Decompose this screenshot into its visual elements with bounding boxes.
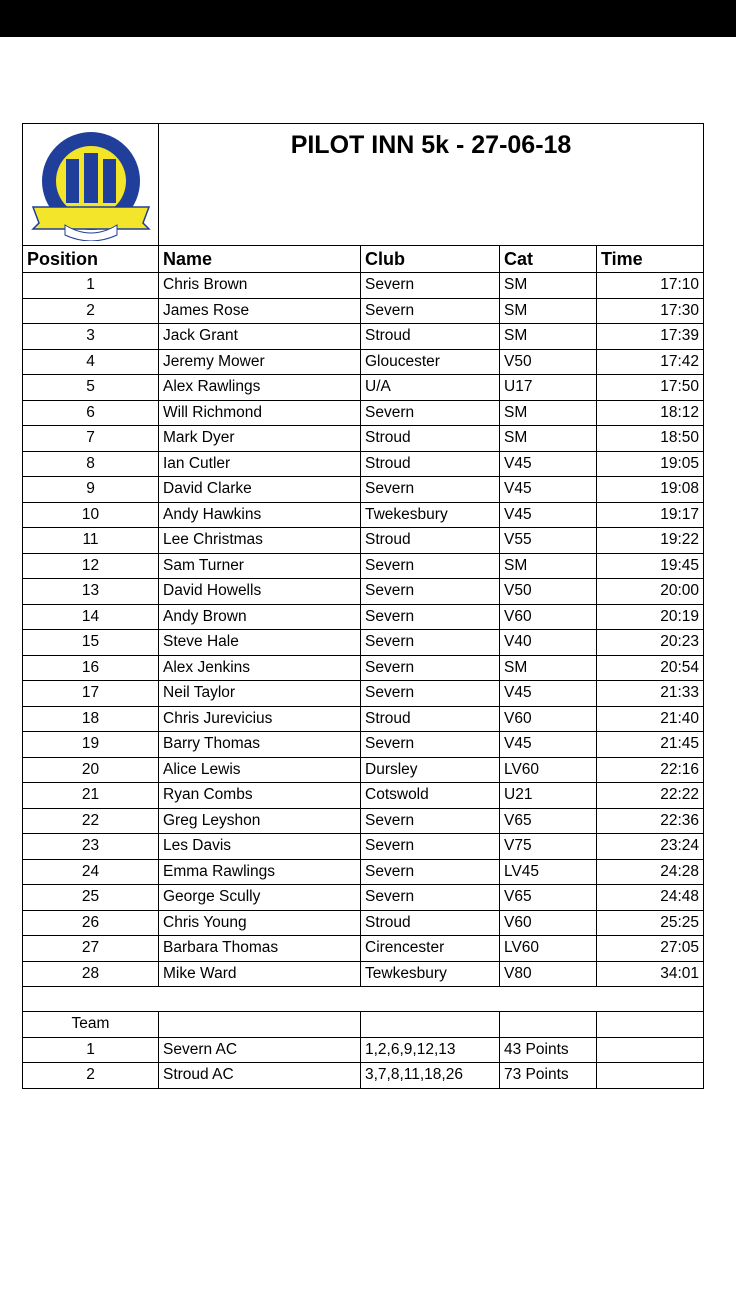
empty-cell	[597, 1012, 704, 1038]
position-cell: 16	[23, 655, 159, 681]
table-row	[23, 783, 704, 809]
name-cell: Les Davis	[159, 834, 361, 860]
position-cell: 23	[23, 834, 159, 860]
club-cell: Severn	[361, 604, 500, 630]
cat-cell: V60	[500, 706, 597, 732]
time-cell: 19:45	[597, 553, 704, 579]
name-cell: Neil Taylor	[159, 681, 361, 707]
club-cell: Severn	[361, 681, 500, 707]
empty-cell	[361, 1012, 500, 1038]
header-cat: Cat	[500, 246, 597, 273]
name-cell: Chris Jurevicius	[159, 706, 361, 732]
club-cell: Severn	[361, 834, 500, 860]
team-row	[23, 1063, 704, 1089]
name-cell: Will Richmond	[159, 400, 361, 426]
name-cell: Jack Grant	[159, 324, 361, 350]
time-cell: 21:45	[597, 732, 704, 758]
results-table	[22, 123, 704, 1089]
empty-cell	[159, 1012, 361, 1038]
club-cell: Dursley	[361, 757, 500, 783]
club-cell: Stroud	[361, 528, 500, 554]
club-cell: Severn	[361, 732, 500, 758]
table-row	[23, 349, 704, 375]
position-cell: 20	[23, 757, 159, 783]
club-cell: Stroud	[361, 426, 500, 452]
position-cell: 6	[23, 400, 159, 426]
name-cell: Alice Lewis	[159, 757, 361, 783]
time-cell: 27:05	[597, 936, 704, 962]
time-cell: 17:42	[597, 349, 704, 375]
table-row	[23, 936, 704, 962]
table-row	[23, 655, 704, 681]
table-row	[23, 477, 704, 503]
team-positions-cell: 1,2,6,9,12,13	[361, 1037, 500, 1063]
position-cell: 17	[23, 681, 159, 707]
club-cell: Severn	[361, 579, 500, 605]
club-cell: Severn	[361, 477, 500, 503]
time-cell: 23:24	[597, 834, 704, 860]
cat-cell: SM	[500, 324, 597, 350]
club-cell: Gloucester	[361, 349, 500, 375]
club-cell: Severn	[361, 859, 500, 885]
name-cell: David Clarke	[159, 477, 361, 503]
name-cell: David Howells	[159, 579, 361, 605]
table-row	[23, 528, 704, 554]
table-row	[23, 910, 704, 936]
club-cell: Cotswold	[361, 783, 500, 809]
time-cell: 17:10	[597, 273, 704, 299]
table-row	[23, 375, 704, 401]
table-row	[23, 834, 704, 860]
club-cell: U/A	[361, 375, 500, 401]
club-cell: Stroud	[361, 324, 500, 350]
table-row	[23, 732, 704, 758]
cat-cell: U21	[500, 783, 597, 809]
position-cell: 11	[23, 528, 159, 554]
time-cell: 22:16	[597, 757, 704, 783]
cat-cell: V45	[500, 681, 597, 707]
name-cell: Andy Hawkins	[159, 502, 361, 528]
cat-cell: V45	[500, 477, 597, 503]
time-cell: 19:17	[597, 502, 704, 528]
name-cell: Chris Brown	[159, 273, 361, 299]
name-cell: Andy Brown	[159, 604, 361, 630]
team-positions-cell: 3,7,8,11,18,26	[361, 1063, 500, 1089]
team-header: Team	[23, 1012, 159, 1038]
spacer-row	[23, 987, 704, 1012]
cat-cell: V40	[500, 630, 597, 656]
header-position: Position	[23, 246, 159, 273]
position-cell: 10	[23, 502, 159, 528]
cat-cell: LV45	[500, 859, 597, 885]
time-cell: 17:39	[597, 324, 704, 350]
cat-cell: SM	[500, 273, 597, 299]
table-row	[23, 604, 704, 630]
cat-cell: V60	[500, 604, 597, 630]
name-cell: Alex Jenkins	[159, 655, 361, 681]
club-logo	[23, 129, 158, 241]
cat-cell: V55	[500, 528, 597, 554]
club-cell: Severn	[361, 885, 500, 911]
club-cell: Stroud	[361, 451, 500, 477]
position-cell: 4	[23, 349, 159, 375]
position-cell: 9	[23, 477, 159, 503]
club-cell: Severn	[361, 298, 500, 324]
position-cell: 18	[23, 706, 159, 732]
cat-cell: LV60	[500, 757, 597, 783]
position-cell: 24	[23, 859, 159, 885]
name-cell: Chris Young	[159, 910, 361, 936]
cat-cell: V45	[500, 502, 597, 528]
time-cell: 24:48	[597, 885, 704, 911]
name-cell: Mark Dyer	[159, 426, 361, 452]
time-cell: 20:54	[597, 655, 704, 681]
time-cell: 20:23	[597, 630, 704, 656]
position-cell: 7	[23, 426, 159, 452]
club-cell: Tewkesbury	[361, 961, 500, 987]
time-cell: 18:50	[597, 426, 704, 452]
team-name-cell: Stroud AC	[159, 1063, 361, 1089]
table-row	[23, 324, 704, 350]
spacer-cell	[23, 987, 704, 1012]
team-points-cell: 43 Points	[500, 1037, 597, 1063]
table-row	[23, 553, 704, 579]
cat-cell: V45	[500, 732, 597, 758]
table-row	[23, 706, 704, 732]
position-cell: 2	[23, 298, 159, 324]
cat-cell: SM	[500, 426, 597, 452]
name-cell: Ian Cutler	[159, 451, 361, 477]
header-club: Club	[361, 246, 500, 273]
position-cell: 25	[23, 885, 159, 911]
logo-cell	[23, 124, 159, 246]
team-position-cell: 2	[23, 1063, 159, 1089]
time-cell: 22:36	[597, 808, 704, 834]
position-cell: 12	[23, 553, 159, 579]
name-cell: Jeremy Mower	[159, 349, 361, 375]
table-row	[23, 400, 704, 426]
header-time: Time	[597, 246, 704, 273]
position-cell: 3	[23, 324, 159, 350]
name-cell: Steve Hale	[159, 630, 361, 656]
time-cell: 24:28	[597, 859, 704, 885]
cat-cell: V65	[500, 808, 597, 834]
header-name: Name	[159, 246, 361, 273]
name-cell: Ryan Combs	[159, 783, 361, 809]
empty-cell	[500, 1012, 597, 1038]
cat-cell: V50	[500, 349, 597, 375]
club-cell: Twekesbury	[361, 502, 500, 528]
time-cell: 25:25	[597, 910, 704, 936]
position-cell: 13	[23, 579, 159, 605]
time-cell: 34:01	[597, 961, 704, 987]
position-cell: 27	[23, 936, 159, 962]
time-cell: 19:22	[597, 528, 704, 554]
table-row	[23, 757, 704, 783]
time-cell: 19:08	[597, 477, 704, 503]
name-cell: Alex Rawlings	[159, 375, 361, 401]
name-cell: George Scully	[159, 885, 361, 911]
table-row	[23, 961, 704, 987]
club-cell: Severn	[361, 273, 500, 299]
table-row	[23, 298, 704, 324]
name-cell: Lee Christmas	[159, 528, 361, 554]
team-row	[23, 1037, 704, 1063]
cat-cell: LV60	[500, 936, 597, 962]
name-cell: Barry Thomas	[159, 732, 361, 758]
table-row	[23, 273, 704, 299]
table-row	[23, 681, 704, 707]
table-row	[23, 808, 704, 834]
name-cell: Greg Leyshon	[159, 808, 361, 834]
name-cell: Mike Ward	[159, 961, 361, 987]
time-cell: 20:19	[597, 604, 704, 630]
cat-cell: V80	[500, 961, 597, 987]
table-row	[23, 859, 704, 885]
cat-cell: U17	[500, 375, 597, 401]
cat-cell: V75	[500, 834, 597, 860]
empty-cell	[597, 1063, 704, 1089]
position-cell: 28	[23, 961, 159, 987]
name-cell: Sam Turner	[159, 553, 361, 579]
name-cell: Emma Rawlings	[159, 859, 361, 885]
team-points-cell: 73 Points	[500, 1063, 597, 1089]
cat-cell: SM	[500, 298, 597, 324]
club-cell: Stroud	[361, 910, 500, 936]
team-position-cell: 1	[23, 1037, 159, 1063]
position-cell: 1	[23, 273, 159, 299]
table-row	[23, 426, 704, 452]
name-cell: James Rose	[159, 298, 361, 324]
empty-cell	[597, 1037, 704, 1063]
club-cell: Severn	[361, 655, 500, 681]
name-cell: Barbara Thomas	[159, 936, 361, 962]
position-cell: 15	[23, 630, 159, 656]
time-cell: 21:33	[597, 681, 704, 707]
club-cell: Cirencester	[361, 936, 500, 962]
status-bar	[0, 0, 736, 37]
page-title: PILOT INN 5k - 27-06-18	[159, 124, 704, 246]
time-cell: 22:22	[597, 783, 704, 809]
time-cell: 19:05	[597, 451, 704, 477]
cat-cell: V45	[500, 451, 597, 477]
cat-cell: SM	[500, 655, 597, 681]
position-cell: 26	[23, 910, 159, 936]
table-row	[23, 579, 704, 605]
team-header-row	[23, 1012, 704, 1038]
position-cell: 22	[23, 808, 159, 834]
position-cell: 8	[23, 451, 159, 477]
table-row	[23, 885, 704, 911]
position-cell: 19	[23, 732, 159, 758]
cat-cell: SM	[500, 400, 597, 426]
time-cell: 21:40	[597, 706, 704, 732]
club-cell: Severn	[361, 400, 500, 426]
time-cell: 20:00	[597, 579, 704, 605]
club-cell: Severn	[361, 808, 500, 834]
club-cell: Severn	[361, 553, 500, 579]
time-cell: 17:50	[597, 375, 704, 401]
time-cell: 17:30	[597, 298, 704, 324]
cat-cell: V65	[500, 885, 597, 911]
position-cell: 21	[23, 783, 159, 809]
club-cell: Severn	[361, 630, 500, 656]
table-row	[23, 630, 704, 656]
cat-cell: V60	[500, 910, 597, 936]
cat-cell: SM	[500, 553, 597, 579]
table-row	[23, 502, 704, 528]
club-cell: Stroud	[361, 706, 500, 732]
position-cell: 5	[23, 375, 159, 401]
time-cell: 18:12	[597, 400, 704, 426]
position-cell: 14	[23, 604, 159, 630]
cat-cell: V50	[500, 579, 597, 605]
table-row	[23, 451, 704, 477]
team-name-cell: Severn AC	[159, 1037, 361, 1063]
